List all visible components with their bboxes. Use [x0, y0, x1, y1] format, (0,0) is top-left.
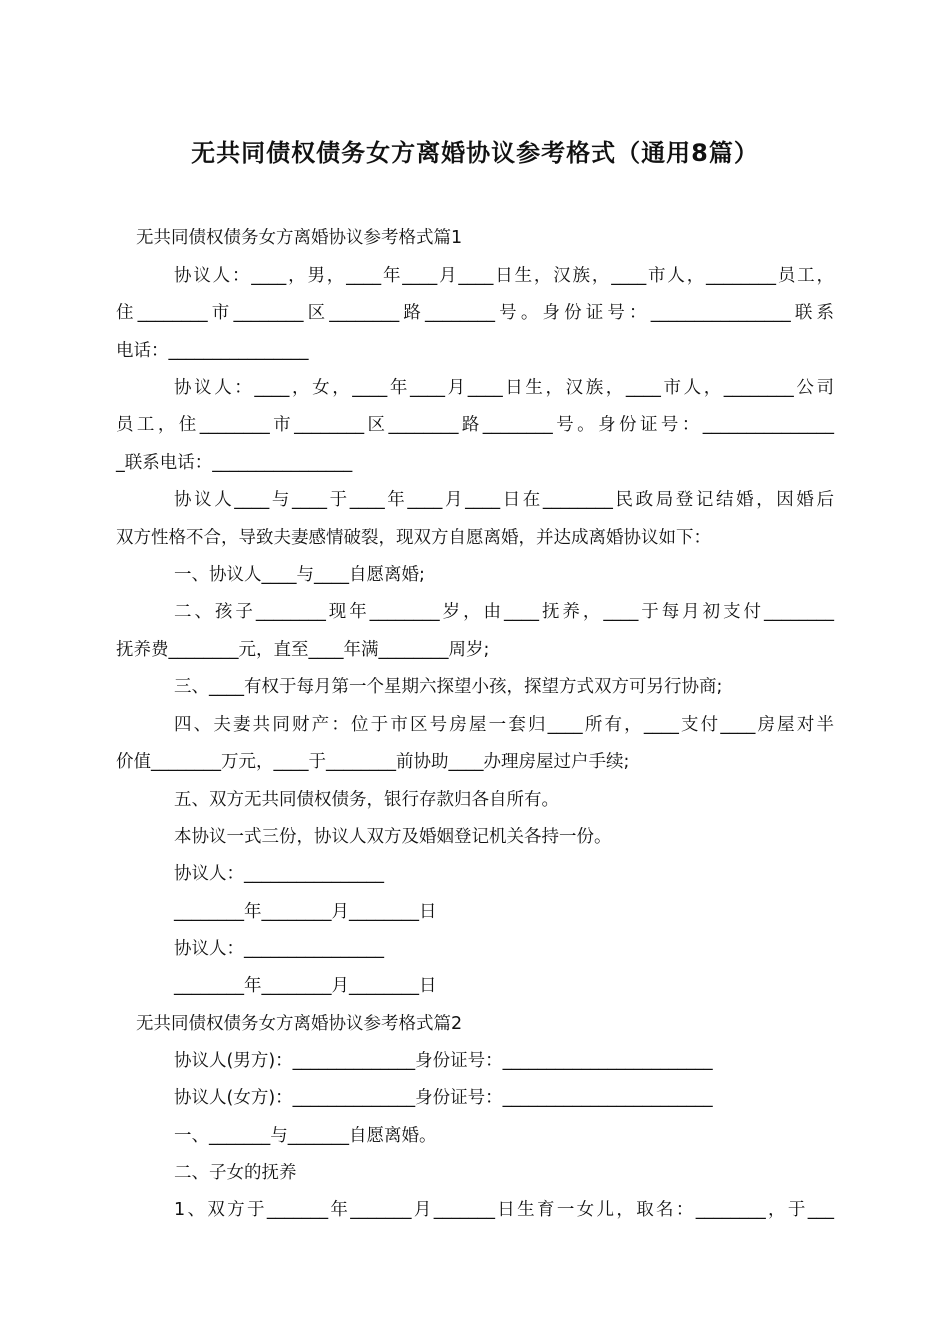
paragraph-line: _联系电话：________________ — [116, 453, 353, 473]
paragraph-line: 员工，住________市________区________路________号。身份证号：_______________ — [116, 415, 834, 435]
signature-line: 协议人：________________ — [174, 939, 384, 959]
signature-line: 协议人：________________ — [174, 864, 384, 884]
paragraph-line: 价值________万元，____于________前协助____办理房屋过户手续; — [116, 752, 630, 772]
paragraph-line: 协议人：____，男，____年____月____日生，汉族，____市人，________员工， — [174, 266, 834, 286]
date-line: ________年________月________日 — [174, 902, 437, 922]
section-heading-2: 无共同债权债务女方离婚协议参考格式篇2 — [136, 1014, 463, 1034]
paragraph-line: 本协议一式三份，协议人双方及婚姻登记机关各持一份。 — [174, 827, 612, 847]
paragraph-line: 1、双方于_______年_______月_______日生育一女儿，取名：________，于___ — [174, 1200, 834, 1220]
section-heading-1: 无共同债权债务女方离婚协议参考格式篇1 — [136, 228, 463, 248]
paragraph-line: 双方性格不合，导致夫妻感情破裂，现双方自愿离婚，并达成离婚协议如下： — [116, 528, 711, 548]
date-line: ________年________月________日 — [174, 976, 437, 996]
paragraph-line: 抚养费________元，直至____年满________周岁; — [116, 640, 490, 660]
paragraph-line: 二、孩子________现年________岁，由____抚养，____于每月初支付________ — [174, 602, 834, 622]
paragraph-line: 一、_______与_______自愿离婚。 — [174, 1126, 437, 1146]
paragraph-line: 电话：________________ — [116, 341, 309, 361]
paragraph-line: 五、双方无共同债权债务，银行存款归各自所有。 — [174, 790, 559, 810]
paragraph-line: 二、子女的抚养 — [174, 1163, 297, 1183]
paragraph-line: 协议人(男方)：______________身份证号：________________________ — [174, 1051, 713, 1071]
paragraph-line: 三、____有权于每月第一个星期六探望小孩，探望方式双方可另行协商; — [174, 677, 723, 697]
paragraph-line: 住________市________区________路________号。身份证号：________________联系 — [116, 303, 834, 323]
paragraph-line: 协议人____与____于____年____月____日在________民政局登记结婚，因婚后 — [174, 490, 834, 510]
paragraph-line: 一、协议人____与____自愿离婚; — [174, 565, 425, 585]
paragraph-line: 四、夫妻共同财产：位于市区号房屋一套归____所有，____支付____房屋对半 — [174, 715, 834, 735]
paragraph-line: 协议人：____，女，____年____月____日生，汉族，____市人，________公司 — [174, 378, 834, 398]
paragraph-line: 协议人(女方)：______________身份证号：________________________ — [174, 1088, 713, 1108]
document-title: 无共同债权债务女方离婚协议参考格式（通用8篇） — [191, 139, 759, 167]
